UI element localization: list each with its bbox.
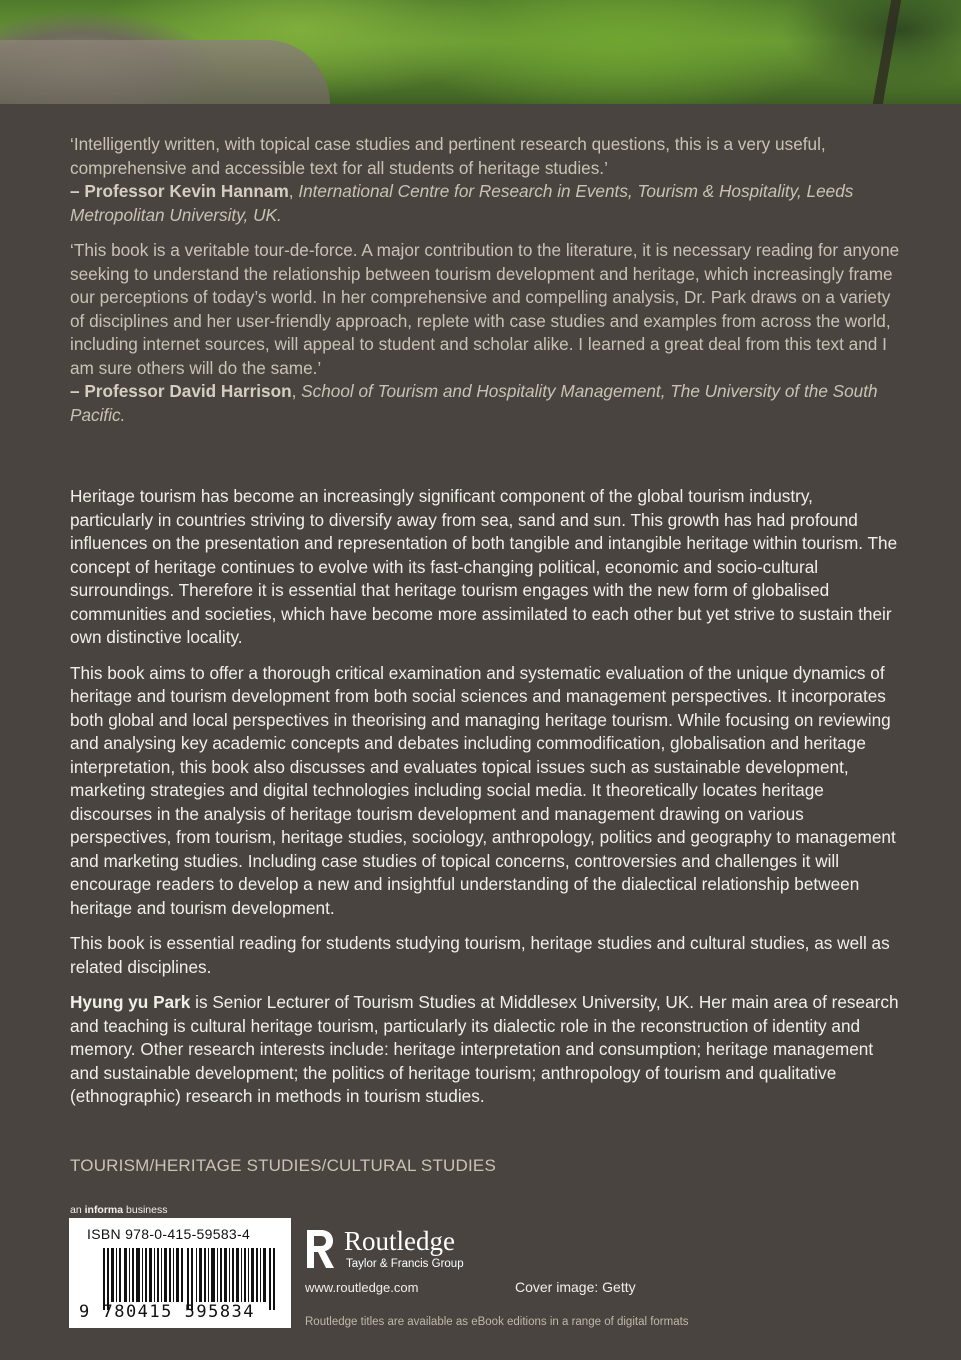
book-description [70, 485, 900, 1121]
isbn-barcode [69, 1218, 291, 1328]
endorsement-1: ‘Intelligently written, with topical case studies and pertinent research questions, this is a very useful, comprehensive and accessible text for all students of heritage studies.’ – Professor Kevin Hannam, International Centre for Research in Events, Tourism & Hospitality, Leeds Metropolitan University, UK. [70, 134, 854, 225]
description-paragraph: This book is essential reading for students studying tourism, heritage studies and cultural studies, as well as related disciplines. [70, 933, 890, 977]
routledge-logo-icon [305, 1228, 335, 1270]
barcode-digits: 9 780415 595834 [79, 1302, 256, 1322]
endorsement-text: ‘This book is a veritable tour-de-force. A major contribution to the literature, it is necessary reading for anyone seeking to understand the relationship between tourism development and heritage, which increasingly frame our perceptions of today’s world. In her comprehensive and compelling analysis, Dr. Park draws on a variety of disciplines and her user-friendly approach, replete with case studies and examples from across the world, including internet sources, will appeal to student and scholar alike. I learned a great deal from this text and I am sure others will do the same.’ [70, 240, 900, 378]
endorsement-text: ‘Intelligently written, with topical case studies and pertinent research questions, this is a very useful, comprehensive and accessible text for all students of heritage studies.’ [70, 134, 826, 178]
description-paragraph: Heritage tourism has become an increasingly significant component of the global tourism industry, particularly in countries striving to diversify away from sea, sand and sun. This growth has had profound influences on the presentation and representation of both tangible and intangible heritage within tourism. The concept of heritage continues to evolve with its fast-changing political, economic and socio-cultural surroundings. Therefore it is essential that heritage tourism engages with the new form of globalised communities and societies, which have become more assimilated to each other but yet strive to sustain their own distinctive locality. [70, 486, 898, 647]
description-paragraph: This book aims to offer a thorough critical examination and systematic evaluation of the unique dynamics of heritage and tourism development from both social sciences and management perspectives. It incorporates both global and local perspectives in theorising and managing heritage tourism. While focusing on reviewing and analysing key academic concepts and debates including commodification, globalisation and heritage interpretation, this book also discusses and evaluates topical issues such as sustainable development, marketing strategies and digital technologies including social media. It theoretically locates heritage discourses in the analysis of heritage tourism development and management drawing on various perspectives, from tourism, heritage studies, sociology, anthropology, politics and geography to management and marketing studies. Including case studies of topical concerns, controversies and challenges it will encourage readers to develop a new and insightful understanding of the dialectical relationship between heritage and tourism development. [70, 662, 896, 918]
ebook-note: Routledge titles are available as eBook editions in a range of digital formats [305, 1316, 689, 1328]
endorser-affiliation: School of Tourism and Hospitality Management, The University of the South Pacific. [70, 381, 878, 425]
informa-suffix: business [123, 1204, 168, 1216]
endorser-name: – Professor Kevin Hannam [70, 181, 289, 201]
barcode-bars [103, 1248, 279, 1310]
endorser-affiliation: International Centre for Research in Events, Tourism & Hospitality, Leeds Metropolitan University, UK. [70, 181, 854, 225]
endorsements [70, 133, 900, 439]
publisher-name: Routledge [344, 1226, 455, 1256]
author-name: Hyung yu Park [70, 992, 191, 1012]
author-bio-text: is Senior Lecturer of Tourism Studies at Middlesex University, UK. Her main area of research and teaching is cultural heritage tourism, particularly its dialectic role in the reconstruction of identity and memory. Other research interests include: heritage interpretation and consumption; heritage management and sustainable development; the politics of heritage tourism; anthropology of tourism and qualitative (ethnographic) research in methods in tourism studies. [70, 992, 899, 1106]
informa-prefix: an [70, 1204, 85, 1216]
informa-tagline [70, 1204, 167, 1216]
publisher-group: Taylor & Francis Group [346, 1258, 464, 1270]
cover-photo-strip [0, 0, 961, 104]
rock-shape [0, 40, 330, 104]
informa-brand: informa [84, 1204, 124, 1216]
publisher-website[interactable]: www.routledge.com [305, 1280, 419, 1295]
endorsement-2: ‘This book is a veritable tour-de-force. A major contribution to the literature, it is necessary reading for anyone seeking to understand the relationship between tourism development and heritage, which increasingly frame our perceptions of today’s world. In her comprehensive and compelling analysis, Dr. Park draws on a variety of disciplines and her user-friendly approach, replete with case studies and examples from across the world, including internet sources, will appeal to student and scholar alike. I learned a great deal from this text and I am sure others will do the same.’ – Professor David Harrison, School of Tourism and Hospitality Management, The University of the South Pacific. [70, 240, 900, 425]
cover-image-credit: Cover image: Getty [515, 1279, 636, 1295]
subject-category: TOURISM/HERITAGE STUDIES/CULTURAL STUDIES [70, 1156, 497, 1175]
isbn-label: ISBN 978-0-415-59583-4 [87, 1226, 251, 1242]
author-bio [70, 991, 900, 1109]
endorser-name: – Professor David Harrison [70, 381, 292, 401]
tree-trunk-shape [873, 0, 901, 104]
